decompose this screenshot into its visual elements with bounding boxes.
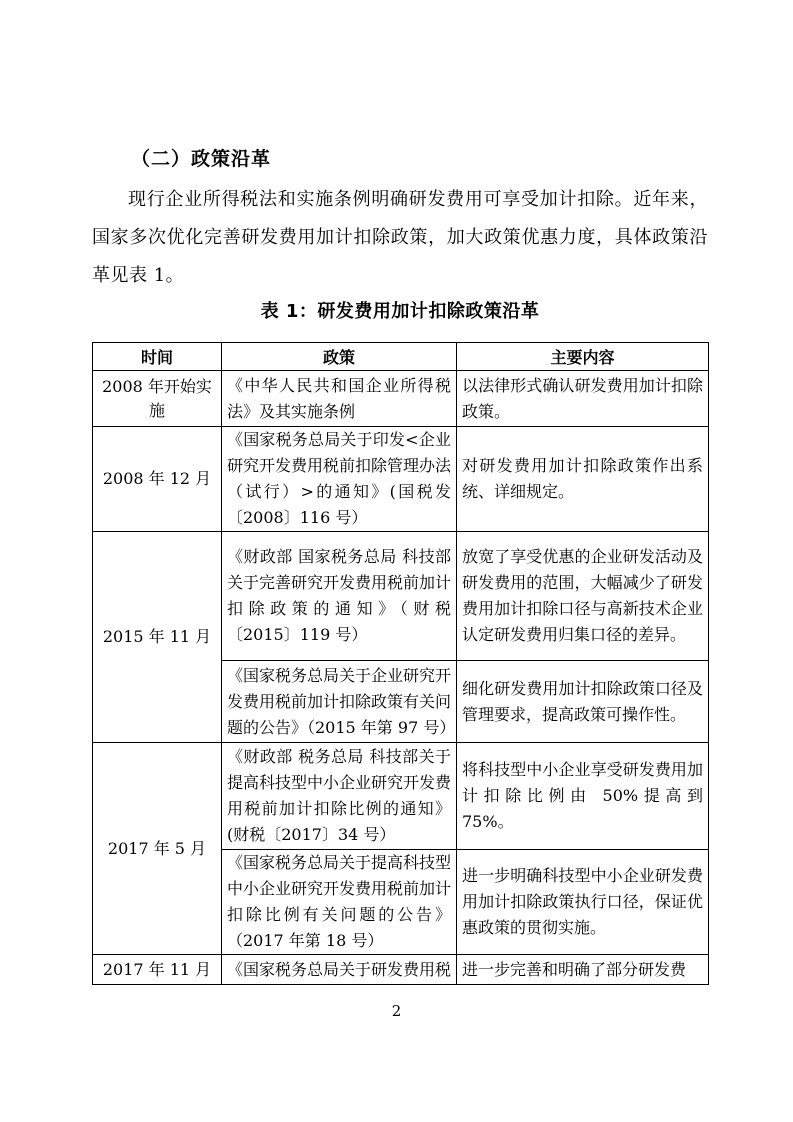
cell-time: 2008 年 12 月	[93, 427, 222, 532]
col-header-content: 主要内容	[457, 343, 709, 371]
policy-table	[92, 342, 709, 985]
cell-time: 2015 年 11 月	[93, 532, 222, 743]
cell-policy: 《国家税务总局关于企业研究开发费用税前加计扣除政策有关问题的公告》（2015 年第 97 号）	[222, 661, 457, 743]
cell-content: 将科技型中小企业享受研发费用加计扣除比例由 50%提高到 75%。	[457, 743, 709, 850]
cell-time: 2017 年 5 月	[93, 743, 222, 955]
cell-content: 细化研发费用加计扣除政策口径及管理要求，提高政策可操作性。	[457, 661, 709, 743]
cell-policy: 《国家税务总局关于提高科技型中小企业研究开发费用税前加计扣除比例有关问题的公告》（2017 年第 18 号）	[222, 850, 457, 955]
table-header-row	[93, 343, 709, 371]
cell-content: 以法律形式确认研发费用加计扣除政策。	[457, 371, 709, 427]
col-header-time: 时间	[93, 343, 222, 371]
cell-time: 2017 年 11 月	[93, 955, 222, 985]
section-heading: （二）政策沿革	[131, 148, 272, 170]
table-row	[93, 532, 709, 661]
intro-paragraph: 现行企业所得税法和实施条例明确研发费用可享受加计扣除。近年来，国家多次优化完善研发费用加计扣除政策，加大政策优惠力度，具体政策沿革见表 1。	[92, 189, 708, 286]
table-title: 表 1：研发费用加计扣除政策沿革	[260, 301, 540, 322]
table-row	[93, 427, 709, 532]
cell-policy: 《国家税务总局关于研发费用税	[222, 955, 457, 985]
cell-policy: 《财政部 国家税务总局 科技部关于完善研究开发费用税前加计扣除政策的通知》（财税〔2015〕119 号）	[222, 532, 457, 661]
table-row	[93, 371, 709, 427]
cell-content: 进一步完善和明确了部分研发费	[457, 955, 709, 985]
col-header-policy: 政策	[222, 343, 457, 371]
cell-time: 2008 年开始实施	[93, 371, 222, 427]
cell-policy: 《国家税务总局关于印发<企业研究开发费用税前扣除管理办法（试行）>的通知》(国税发〔2008〕116 号）	[222, 427, 457, 532]
cell-content: 对研发费用加计扣除政策作出系统、详细规定。	[457, 427, 709, 532]
cell-content: 进一步明确科技型中小企业研发费用加计扣除政策执行口径，保证优惠政策的贯彻实施。	[457, 850, 709, 955]
cell-content: 放宽了享受优惠的企业研发活动及研发费用的范围，大幅减少了研发费用加计扣除口径与高新技术企业认定研发费用归集口径的差异。	[457, 532, 709, 661]
table-row	[93, 955, 709, 985]
page-number: 2	[391, 1002, 402, 1020]
cell-policy: 《财政部 税务总局 科技部关于提高科技型中小企业研究开发费用税前加计扣除比例的通知》(财税〔2017〕34 号）	[222, 743, 457, 850]
table-row	[93, 743, 709, 850]
cell-policy: 《中华人民共和国企业所得税法》及其实施条例	[222, 371, 457, 427]
